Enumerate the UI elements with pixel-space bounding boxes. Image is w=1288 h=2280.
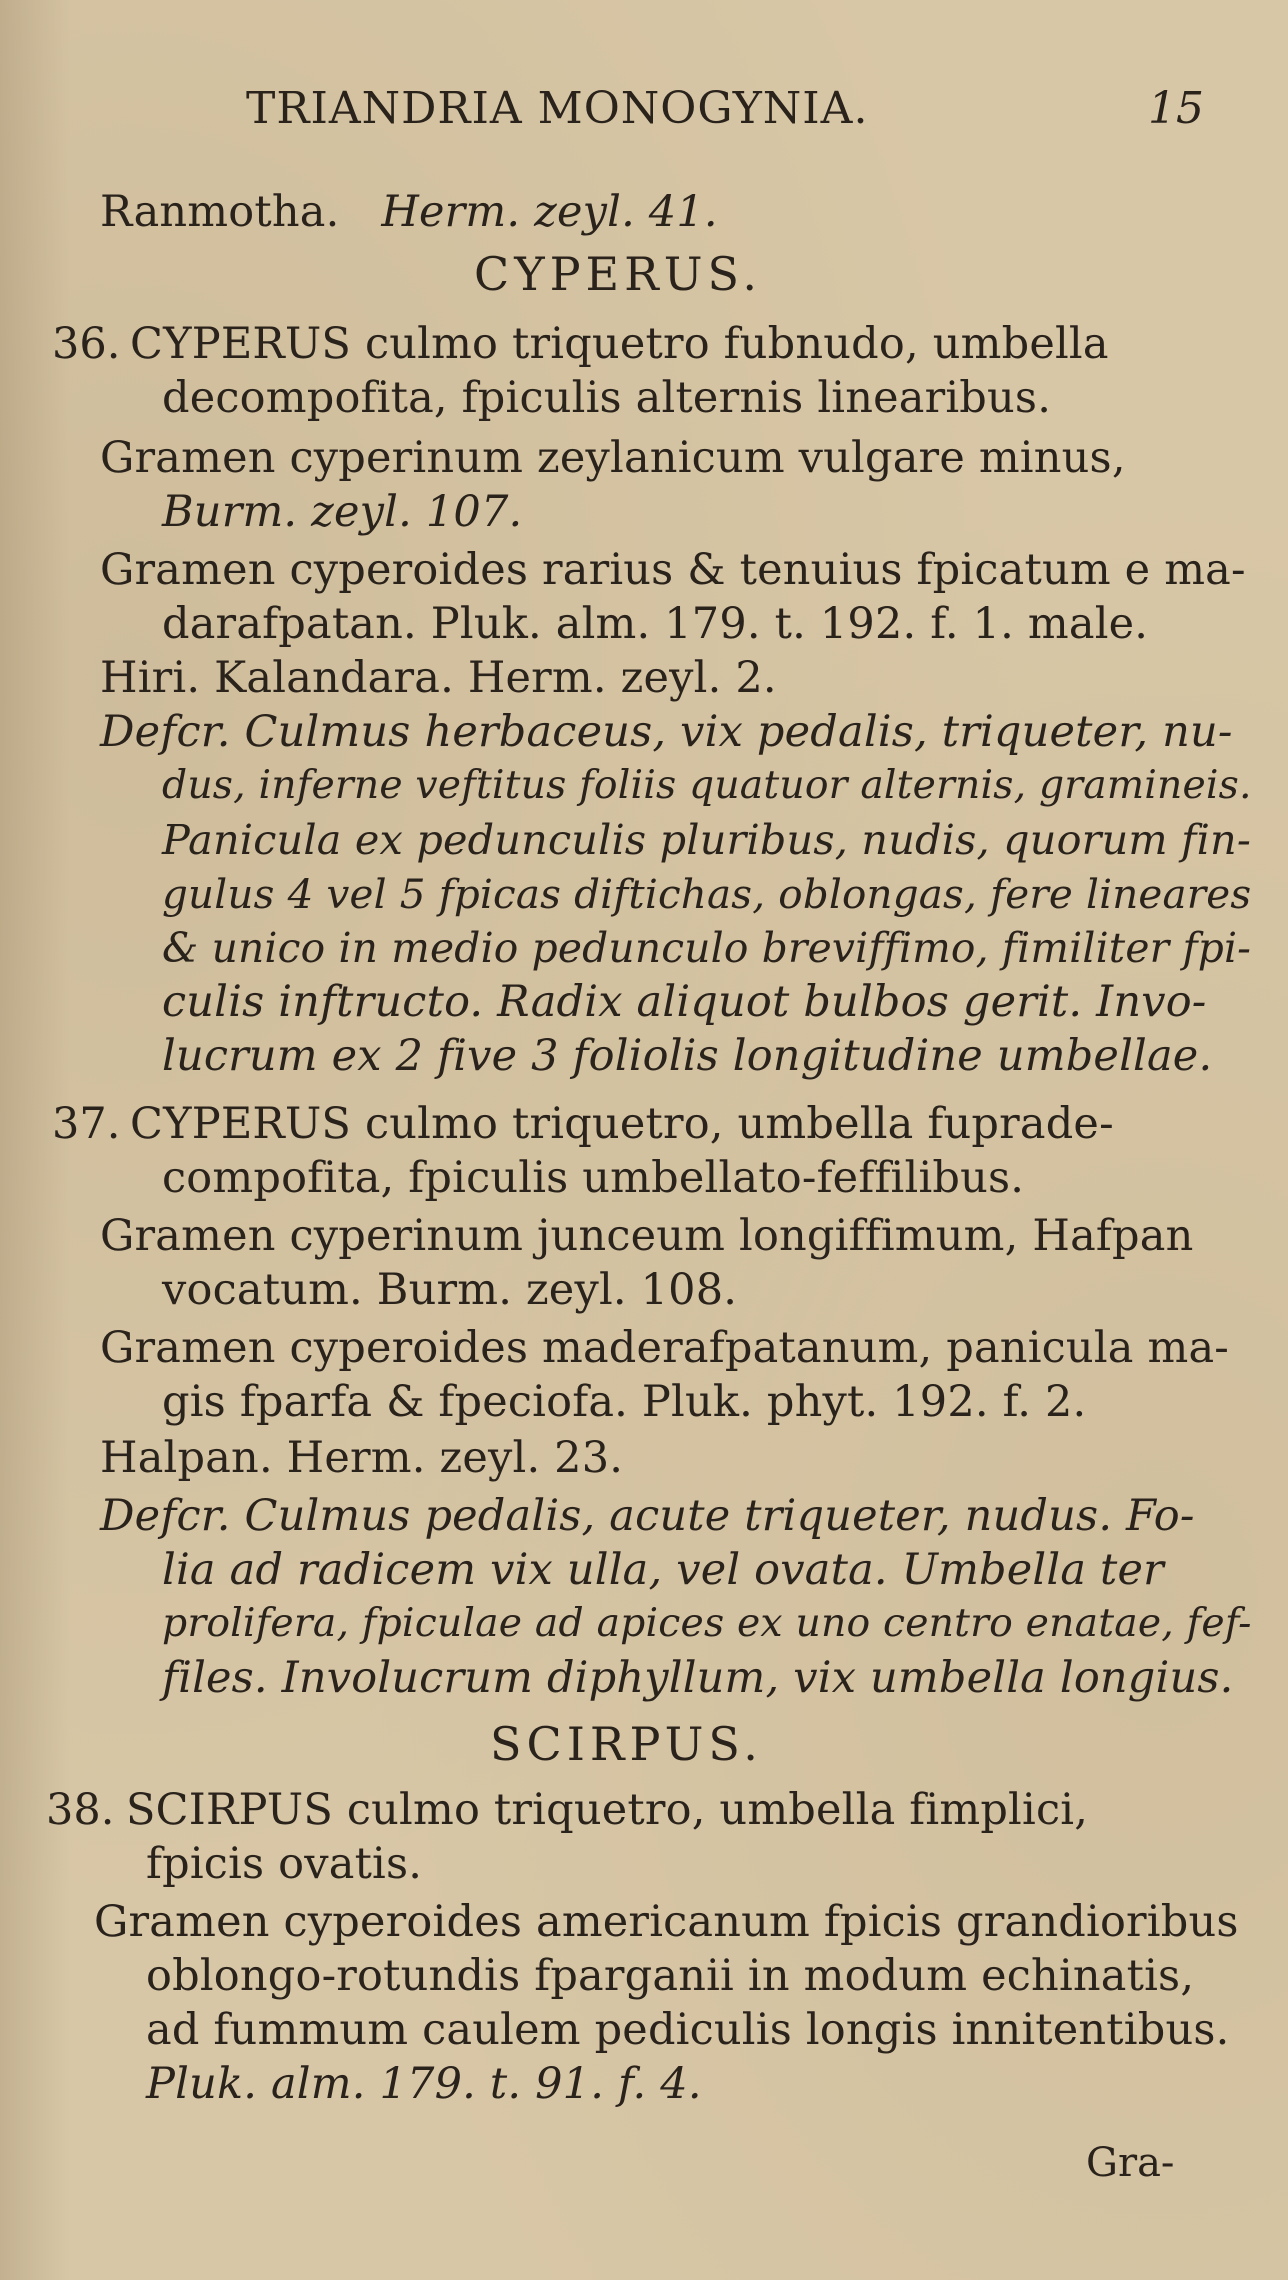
- synonym: vocatum. Burm. zeyl. 108.: [162, 1265, 738, 1315]
- species-diagnosis: SCIRPUS culmo triquetro, umbella fimplici,: [126, 1785, 1089, 1835]
- synonym: Gramen cyperoides maderafpatanum, panicula ma-: [100, 1323, 1230, 1373]
- synonym: darafpatan. Pluk. alm. 179. t. 192. f. 1. male.: [162, 599, 1149, 649]
- genus-heading: CYPERUS.: [474, 247, 762, 301]
- description: lia ad radicem vix ulla, vel ovata. Umbella ter: [162, 1545, 1164, 1595]
- synonym: Gramen cyperoides americanum fpicis grandioribus: [94, 1897, 1239, 1947]
- citation: Herm. zeyl. 41.: [381, 187, 718, 237]
- synonym: Gramen cyperinum junceum longiffimum, Hafpan: [100, 1211, 1194, 1261]
- species-number: 37.: [52, 1099, 121, 1149]
- synonym: ad fummum caulem pediculis longis innitentibus.: [146, 2005, 1230, 2055]
- description: gulus 4 vel 5 fpicas diftichas, oblongas, fere lineares: [162, 870, 1252, 918]
- description: files. Involucrum diphyllum, vix umbella longius.: [162, 1653, 1234, 1703]
- species-diagnosis: decompofita, fpiculis alternis linearibus.: [162, 373, 1052, 423]
- species-diagnosis: fpicis ovatis.: [146, 1839, 423, 1889]
- common-name: Ranmotha.: [100, 187, 340, 237]
- synonym-citation: Pluk. alm. 179. t. 91. f. 4.: [146, 2059, 702, 2109]
- species-number: 36.: [52, 319, 121, 369]
- description: prolifera, fpiculae ad apices ex uno centro enatae, fef-: [162, 1601, 1252, 1646]
- page-number: 15: [1148, 83, 1204, 134]
- synonym: Gramen cyperoides rarius & tenuius fpicatum e ma-: [100, 545, 1246, 595]
- running-title: TRIANDRIA MONOGYNIA.: [246, 83, 869, 134]
- species-diagnosis: CYPERUS culmo triquetro fubnudo, umbella: [130, 319, 1109, 369]
- synonym: oblongo-rotundis fparganii in modum echinatis,: [146, 1951, 1195, 2001]
- entry-text: [100, 186, 718, 238]
- description: Defcr. Culmus pedalis, acute triqueter, nudus. Fo-: [100, 1491, 1195, 1541]
- description: Panicula ex pedunculis pluribus, nudis, quorum fin-: [162, 816, 1251, 864]
- synonym-citation: Burm. zeyl. 107.: [162, 487, 523, 537]
- species-diagnosis: CYPERUS culmo triquetro, umbella fuprade-: [130, 1099, 1114, 1149]
- synonym: gis fparfa & fpeciofa. Pluk. phyt. 192. f. 2.: [162, 1377, 1087, 1427]
- description: culis inftructo. Radix aliquot bulbos gerit. Invo-: [162, 977, 1207, 1027]
- description: dus, inferne veftitus foliis quatuor alternis, gramineis.: [162, 763, 1252, 808]
- description: lucrum ex 2 five 3 foliolis longitudine umbellae.: [162, 1031, 1213, 1081]
- species-number: 38.: [46, 1785, 115, 1835]
- species-diagnosis: compofita, fpiculis umbellato-feffilibus.: [162, 1153, 1025, 1203]
- catchword: Gra-: [1086, 2140, 1175, 2186]
- vernacular-name: Halpan. Herm. zeyl. 23.: [100, 1433, 624, 1483]
- vernacular-name: Hiri. Kalandara. Herm. zeyl. 2.: [100, 653, 777, 703]
- description: Defcr. Culmus herbaceus, vix pedalis, triqueter, nu-: [100, 707, 1233, 757]
- description: & unico in medio pedunculo breviffimo, fimiliter fpi-: [162, 924, 1252, 972]
- genus-heading: SCIRPUS.: [490, 1717, 763, 1771]
- synonym: Gramen cyperinum zeylanicum vulgare minus,: [100, 433, 1126, 483]
